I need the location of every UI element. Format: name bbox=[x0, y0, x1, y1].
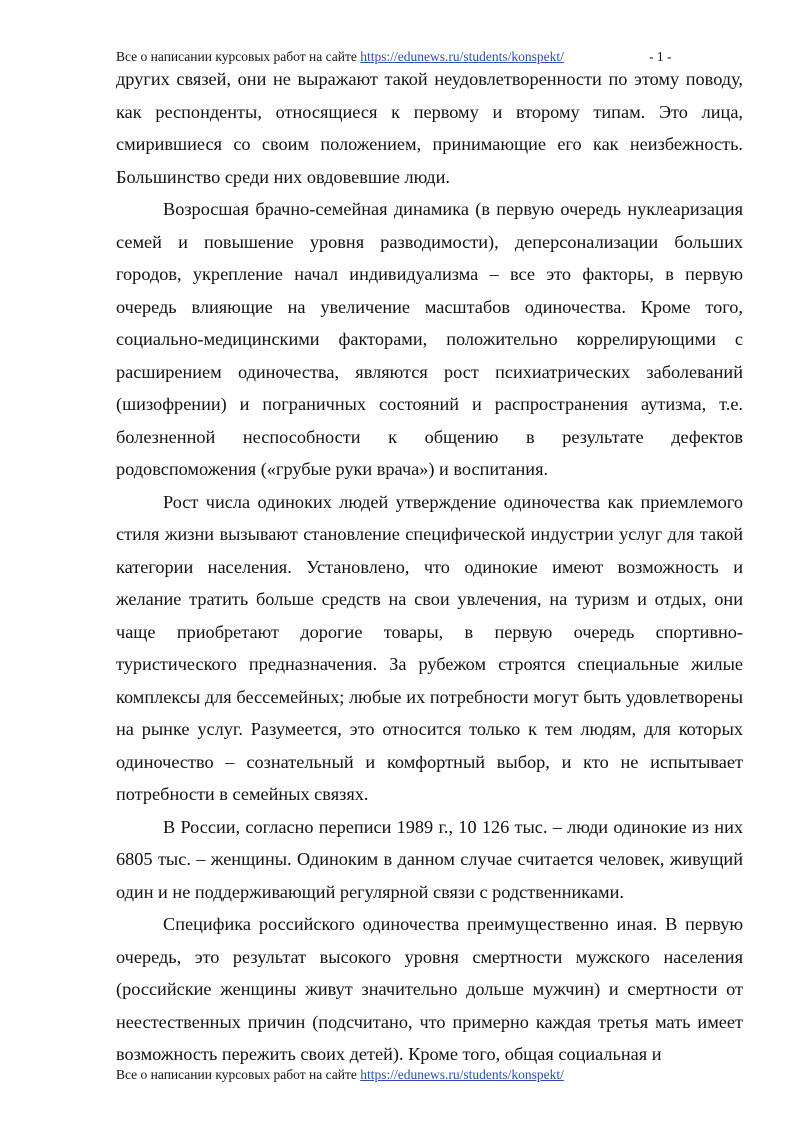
paragraph-5: Специфика российского одиночества преимущественно иная. В первую очередь, это результат высокого уровня смертности мужского населения (российские женщины живут значительно дольше мужчин) и смертности от неестественных причин (подсчитано, что примерно каждая третья мать имеет возможность пережить своих детей). Кроме того, общая социальная и bbox=[116, 914, 743, 1064]
document-body bbox=[116, 63, 743, 1071]
page-number: - 1 - bbox=[649, 49, 672, 64]
footer-text: Все о написании курсовых работ на сайте bbox=[116, 1067, 361, 1082]
paragraph-1: других связей, они не выражают такой неудовлетворенности по этому поводу, как респонденты, относящиеся к первому и второму типам. Это лица, смирившиеся со своим положением, принимающие его как неизбежность. Большинство среди них овдовевшие люди. bbox=[116, 69, 743, 187]
paragraph-4: В России, согласно переписи 1989 г., 10 126 тыс. – люди одинокие из них 6805 тыс. – женщины. Одиноким в данном случае считается человек, живущий один и не поддерживающий регулярной связи с родственниками. bbox=[116, 816, 743, 902]
page-footer bbox=[116, 1066, 564, 1084]
header-site-link[interactable]: https://edunews.ru/students/konspekt/ bbox=[360, 49, 564, 64]
header-text: Все о написании курсовых работ на сайте bbox=[116, 49, 361, 64]
footer-site-link[interactable]: https://edunews.ru/students/konspekt/ bbox=[360, 1067, 564, 1082]
paragraph-2: Возросшая брачно-семейная динамика (в первую очередь нуклеаризация семей и повышение уровня разводимости), деперсонализации больших городов, укрепление начал индивидуализма – все это факторы, в первую очередь влияющие на увеличение масштабов одиночества. Кроме того, социально-медицинскими факторами, положительно коррелирующими с расширением одиночества, являются рост психиатрических заболеваний (шизофрении) и пограничных состояний и распространения аутизма, т.е. болезненной неспособности к общению в результате дефектов родовспоможения («грубые руки врача») и воспитания. bbox=[116, 199, 743, 479]
paragraph-3: Рост числа одиноких людей утверждение одиночества как приемлемого стиля жизни вызывают становление специфической индустрии услуг для такой категории населения. Установлено, что одинокие имеют возможность и желание тратить больше средств на свои увлечения, на туризм и отдых, они чаще приобретают дорогие товары, в первую очередь спортивно-туристического предназначения. За рубежом строятся специальные жилые комплексы для бессемейных; любые их потребности могут быть удовлетворены на рынке услуг. Разумеется, это относится только к тем людям, для которых одиночество – сознательный и комфортный выбор, и кто не испытывает потребности в семейных связях. bbox=[116, 491, 743, 804]
